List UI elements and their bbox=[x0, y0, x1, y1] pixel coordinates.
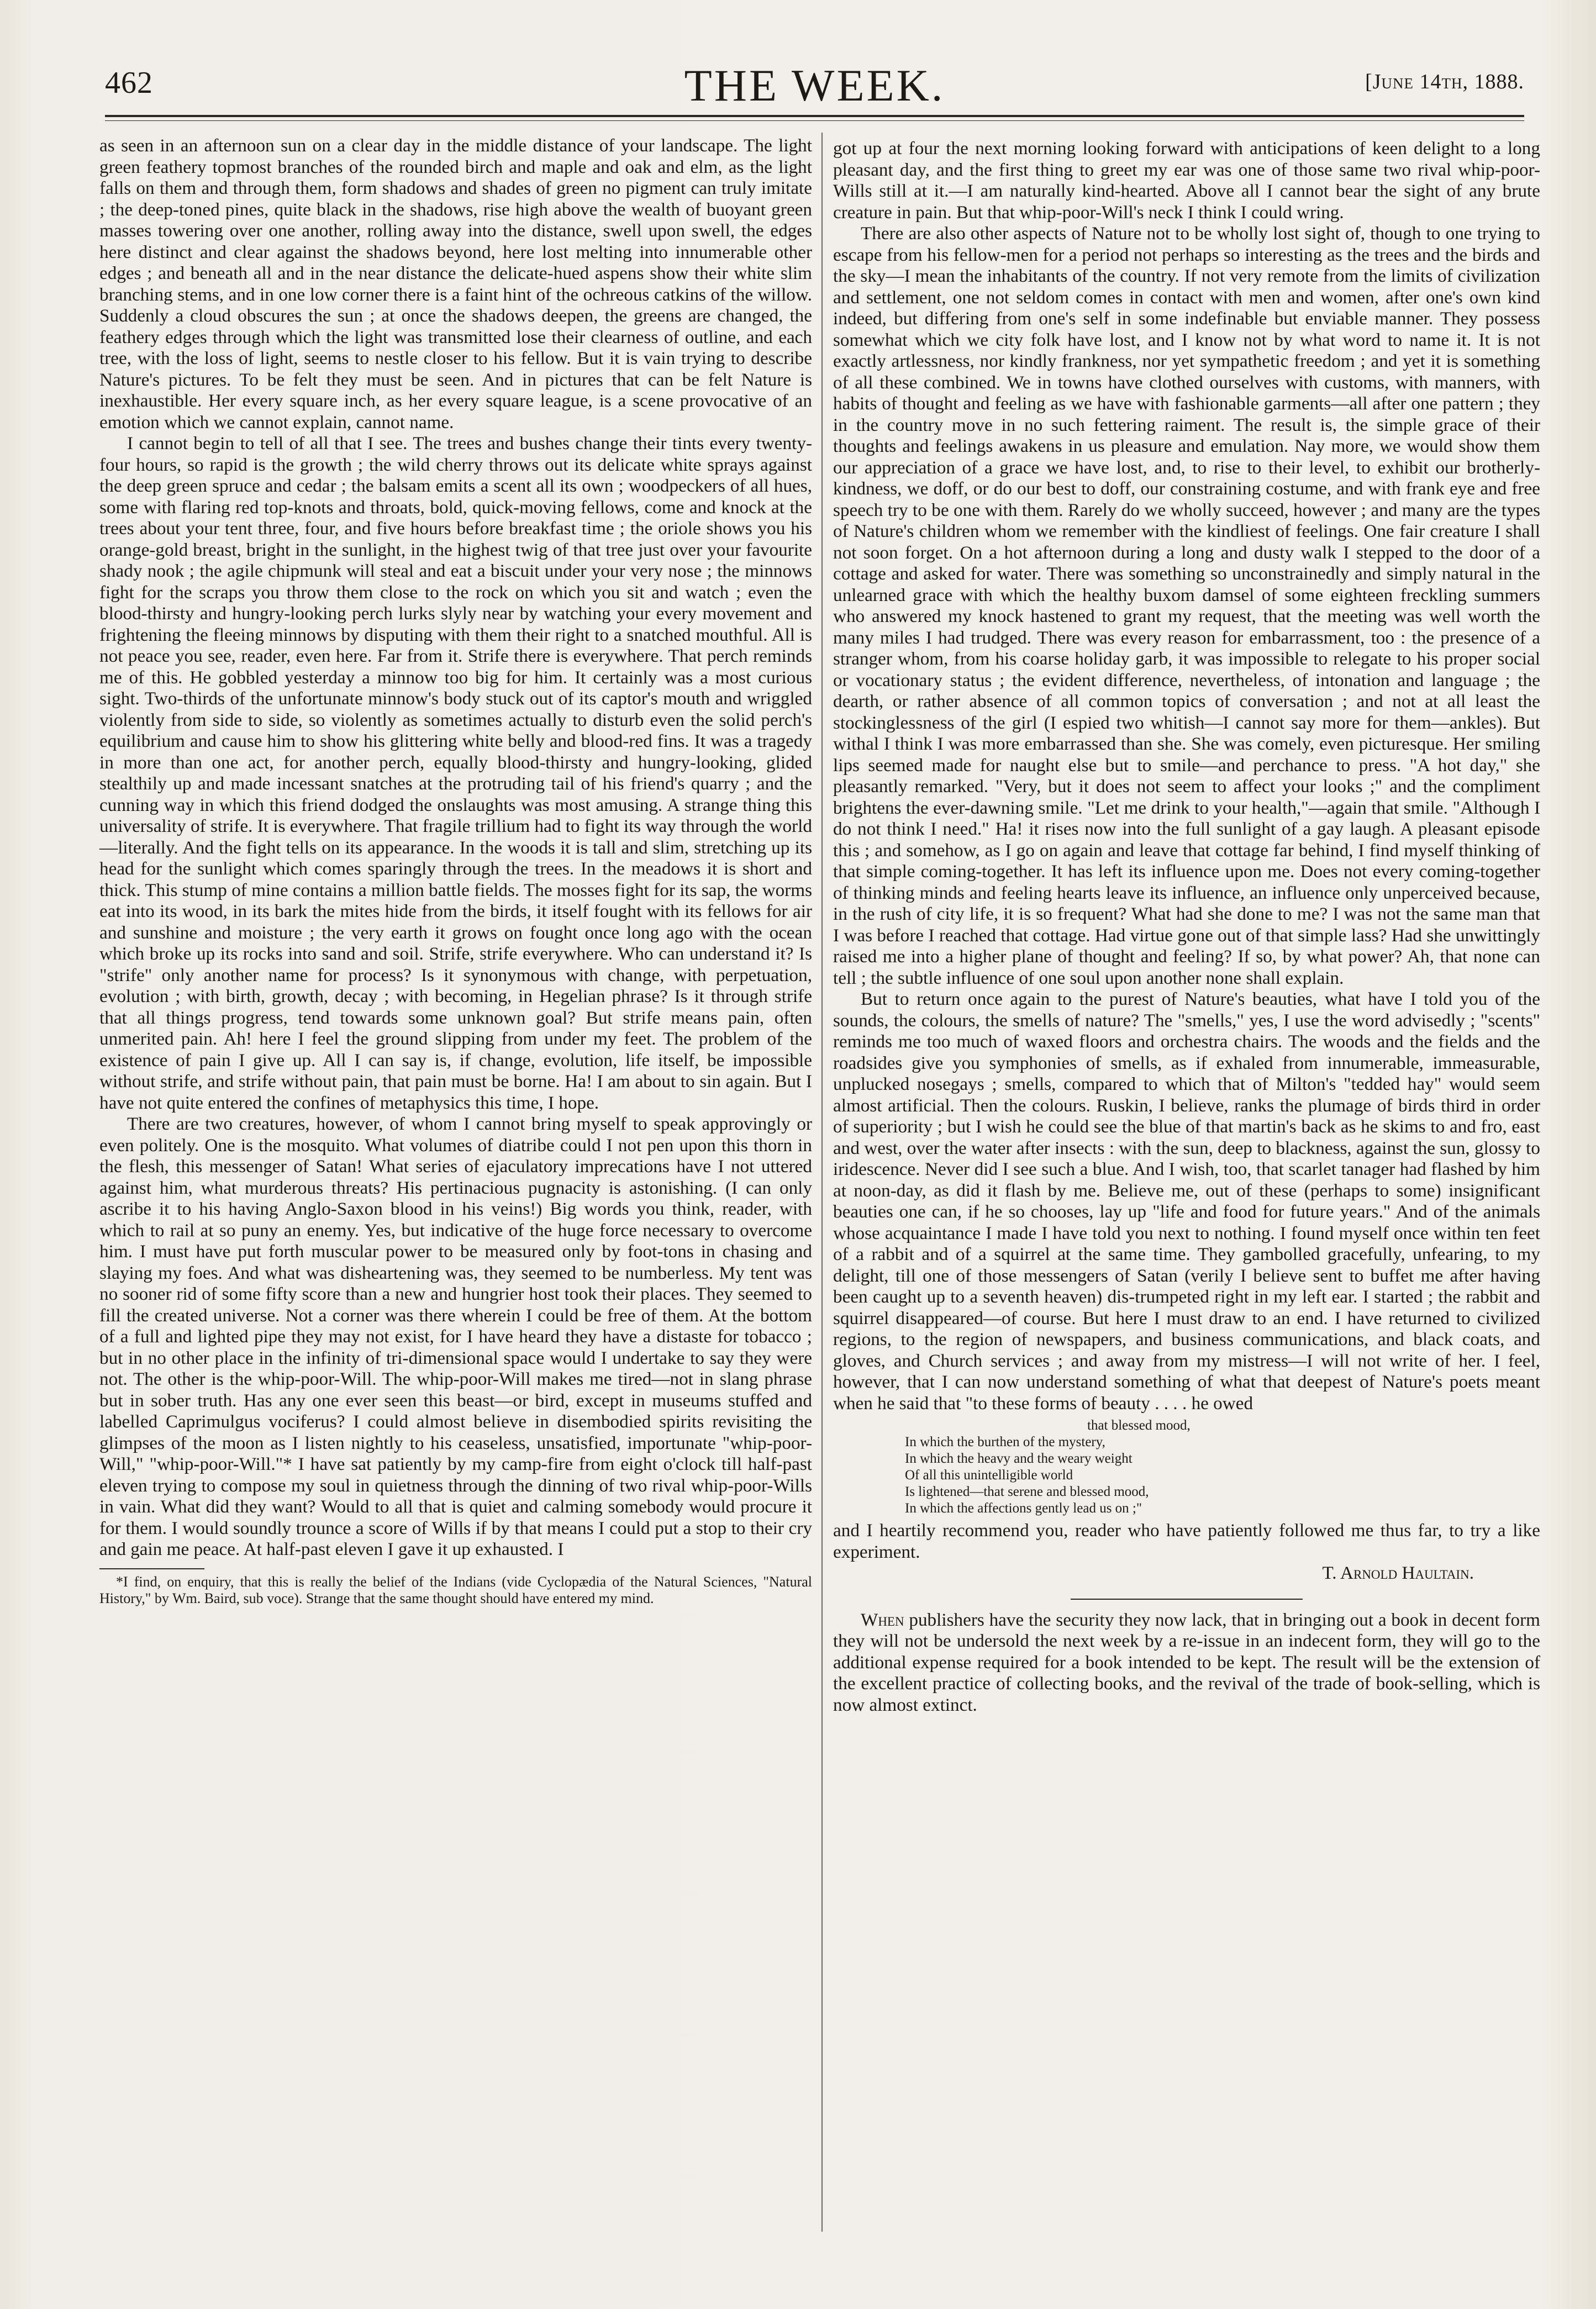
article-paragraph: There are two creatures, however, of whom I cannot bring myself to speak approvingly or even politely. One is the mosquito. What volumes of diatribe could I not pen upon this thorn in the flesh, this messenger of Satan! What series of ejaculatory imprecations have I not uttered against him, what murderous threats? His pertinacious pugnacity is astonishing. (I can only ascribe it to his having Anglo-Saxon blood in his veins!) Big words you think, reader, with which to rail at so puny an enemy. Yes, but indicative of the huge force necessary to overcome him. I must have put forth muscular power to be measured only by foot-tons in chasing and slaying my foes. And what was disheartening was, they seemed to be numberless. My tent was no sooner rid of some fifty score than a new and hungrier host took their places. They seemed to fill the created universe. Not a corner was there wherein I could be free of them. At the bottom of a full and lighted pipe they may not exist, for I have heard they have a distaste for tobacco ; but in no other place in the infinity of tri-dimensional space would I undertake to say they were not. The other is the whip-poor-Will. The whip-poor-Will makes me tired—not in slang phrase but in sober truth. Has any one ever seen this beast—or bird, except in museums stuffed and labelled Caprimulgus vociferus? I could almost believe in disembodied spirits revisiting the glimpses of the moon as I listen nightly to his ceaseless, unsatisfied, importunate "whip-poor-Will," "whip-poor-Will."* I have sat patiently by my camp-fire from eight o'clock till half-past eleven trying to compose my soul in quietness through the dinning of two rival whip-poor-Wills in vain. What did they want? Would to all that is quiet and calming somebody would procure it for them. I would soundly trounce a score of Wills if by that means I could put a stop to their cry and gain me peace. At half-past eleven I gave it up exhausted. I bbox=[99, 1114, 812, 1559]
article-paragraph: I cannot begin to tell of all that I see. The trees and bushes change their tints every twenty-four hours, so rapid is the growth ; the wild cherry throws out its delicate white sprays against the deep green spruce and cedar ; the balsam emits a scent all its own ; woodpeckers of all hues, some with flaring red top-knots and throats, bold, quick-moving fellows, come and knock at the trees about your tent three, four, and five hours before breakfast time ; the oriole shows you his orange-gold breast, bright in the sunlight, in the highest twig of that tree just over your favourite shady nook ; the agile chipmunk will steal and eat a biscuit under your very nose ; the minnows fight for the scraps you throw them close to the rock on which you sit and watch ; even the blood-thirsty and hungry-looking perch lurks slyly near by watching your every movement and frightening the fleeing minnows by disputing with them their right to a snatched mouthful. All is not peace you see, reader, even here. Far from it. Strife there is everywhere. That perch reminds me of this. He gobbled yesterday a minnow too big for him. It certainly was a most curious sight. Two-thirds of the unfortunate minnow's body stuck out of its captor's mouth and wriggled violently from side to side, so violently as sometimes actually to disturb even the solid perch's equilibrium and cause him to show his glittering white belly and blood-red fins. It was a tragedy in more than one act, for another perch, equally blood-thirsty and hungry-looking, glided stealthily up and made incessant snatches at the protruding tail of his friend's quarry ; and the cunning way in which this friend dodged the onslaughts was most amusing. A strange thing this universality of strife. It is everywhere. That fragile trillium had to fight its way through the world—literally. And the fight tells on its appearance. In the woods it is tall and slim, stretching up its head for the sunlight which comes sparingly through the trees. In the meadows it is short and thick. This stump of mine contains a million battle fields. The mosses fight for its sap, the worms eat into its wood, in its bark the mites hide from the birds, it itself fought with its fellows for air and sunshine and moisture ; the very earth it grows on fought once long ago with the ocean which broke up its rocks into sand and soil. Strife, strife everywhere. Who can understand it? Is "strife" only another name for process? Is it synonymous with change, with perpetuation, evolution ; with birth, growth, decay ; with becoming, in Hegelian phrase? Is it through strife that all things progress, tend towards some unknown goal? But strife means pain, often unmerited pain. Ah! here I feel the ground slipping from under my feet. The problem of the existence of pain I give up. All I can say is, if change, evolution, life itself, be impossible without strife, and strife without pain, that pain must be borne. Ha! I am about to sin again. But I have not quite entered the confines of metaphysics this time, I hope. bbox=[99, 433, 812, 1113]
header-rule bbox=[105, 115, 1524, 117]
article-paragraph: There are also other aspects of Nature not to be wholly lost sight of, though to one trying to escape from his fellow-men for a period not perhaps so interesting as the trees and the birds and the sky—I mean the inhabitants of the country. If not very remote from the limits of civilization and settlement, one not seldom comes in contact with men and women, after one's own kind indeed, but differing from one's self in some indefinable but enviable manner. They possess somewhat which we city folk have lost, and I know not by what word to name it. It is not exactly artlessness, nor kindly frankness, nor yet sympathetic freedom ; and yet it is something of all these combined. We in towns have clothed ourselves with customs, with manners, with habits of thought and feeling as we have with fashionable garments—all after one pattern ; they in the country move in no such fettering raiment. The result is, the simple grace of their thoughts and feelings awakens in us pleasure and emulation. Nay more, we would show them our appreciation of a grace we have lost, and, to rise to their level, to exhibit our brotherly-kindness, we doff, or do our best to doff, our constraining costume, and with frank eye and free speech try to be one with them. Rarely do we wholly succeed, however ; and many are the types of Nature's children whom we remember with the kindliest of feelings. One fair creature I shall not soon forget. On a hot afternoon during a long and dusty walk I stepped to the door of a cottage and asked for water. There was something so unconstrainedly and simply natural in the unlearned grace with which the healthy buxom damsel of some eighteen freckling summers who answered my knock hastened to grant my request, that the meeting was well worth the many miles I had trudged. There was every reason for embarrassment, too : the presence of a stranger whom, from his coarse holiday garb, it was impossible to relegate to his proper social or vocationary status ; the evident difference, nevertheless, of intonation and language ; the dearth, or rather absence of all common topics of conversation ; and not at all least the stockinglessness of the girl (I espied two whitish—I cannot say more for them—ankles). But withal I think I was more embarrassed than she. She was comely, even picturesque. Her smiling lips seemed made for naught else but to smile—and perchance to press. "A hot day," she pleasantly remarked. "Very, but it does not seem to affect your looks ;" and the compliment brightens the ever-dawning smile. "Let me drink to your health,"—again that smile. "Although I do not think I need." Ha! it rises now into the full sunlight of a gay laugh. A pleasant episode this ; and somehow, as I go on again and leave that cottage far behind, I find myself thinking of that simple coming-together. It has left its influence upon me. Does not every coming-together of thinking minds and feeling hearts leave its influence, an influence only unperceived because, in the rush of city life, it is so frequent? What had she done to me? I was not the same man that I was before I reached that cottage. Had virtue gone out of that simple lass? Had she unwittingly raised me into a higher plane of thought and feeling? If so, by what power? Ah, that none can tell ; the subtle influence of one soul upon another none shall explain. bbox=[833, 223, 1540, 988]
poem-quotation bbox=[905, 1417, 1540, 1517]
closing-paragraph: and I heartily recommend you, reader who have patiently followed me thus far, to try a like experiment. bbox=[833, 1520, 1540, 1562]
editorial-note bbox=[833, 1610, 1540, 1716]
poem-line: that blessed mood, bbox=[1087, 1418, 1191, 1433]
section-rule bbox=[1071, 1599, 1303, 1600]
poem-line: Is lightened—that serene and blessed mood, bbox=[905, 1484, 1149, 1499]
column-divider bbox=[821, 133, 823, 2232]
issue-date: [June 14th, 1888. bbox=[1365, 70, 1524, 93]
header-rule-thin bbox=[105, 120, 1524, 121]
note-text: publishers have the security they now lack, that in bringing out a book in decent form they will not be undersold the next week by a re-issue in an indecent form, they will go to the additional expense required for a book intended to be kept. The result will be the extension of the excellent practice of collecting books, and the revival of the trade of book-selling, which is now almost extinct. bbox=[833, 1609, 1540, 1715]
article-paragraph: But to return once again to the purest of Nature's beauties, what have I told you of the sounds, the colours, the smells of nature? The "smells," yes, I use the word advisedly ; "scents" reminds me too much of waxed floors and orchestra chairs. The woods and the fields and the roadsides give you symphonies of smells, as if exhaled from innumerable, immeasurable, unplucked nosegays ; smells, compared to which that of Milton's "tedded hay" would seem almost artificial. Then the colours. Ruskin, I believe, ranks the plumage of birds third in order of superiority ; but I wish he could see the blue of that martin's back as he skims to and fro, east and west, over the water after insects : with the sun, deep to blackness, against the sun, glossy to iridescence. Never did I see such a blue. And I wish, too, that scarlet tanager had flashed by him at noon-day, as did it flash by me. Believe me, out of these (perhaps to some) insignificant beauties one can, if he so chooses, lay up "life and food for future years." And of the animals whose acquaintance I made I have told you next to nothing. I found myself once within ten feet of a rabbit and of a squirrel at the same time. They gambolled gracefully, unfearing, to my delight, till one of those messengers of Satan (verily I believe sent to buffet me after having been caught up to a seventh heaven) dis-trumpeted right in my left ear. I started ; the rabbit and squirrel disappeared—of course. But here I must draw to an end. I have returned to civilized regions, to the region of newspapers, and business communications, and black coats, and gloves, and Church services ; and away from my mistress—I will not write of her. I feel, however, that I can now understand something of what that deepest of Nature's poets meant when he said that "to these forms of beauty . . . . he owed bbox=[833, 989, 1540, 1414]
journal-title: THE WEEK. bbox=[684, 60, 945, 110]
poem-line: In which the heavy and the weary weight bbox=[905, 1451, 1133, 1466]
poem-line: In which the affections gently lead us on ;" bbox=[905, 1501, 1142, 1516]
poem-line: In which the burthen of the mystery, bbox=[905, 1435, 1105, 1449]
article-paragraph: as seen in an afternoon sun on a clear day in the middle distance of your landscape. The light green feathery topmost branches of the rounded birch and maple and oak and elm, as the light falls on them and through them, form shadows and shades of green no pigment can truly imitate ; the deep-toned pines, quite black in the shadows, rise high above the wealth of buoyant green masses towering over one another, rolling away into the distance, swell upon swell, the edges here distinct and clear against the shadows beyond, here lost melting into innumerable other edges ; and beneath all and in the near distance the delicate-hued aspens show their white slim branching stems, and in one low corner there is a faint hint of the ochreous catkins of the willow. Suddenly a cloud obscures the sun ; at once the shadows deepen, the greens are changed, the feathery edges through which the light was transmitted lose their clearness of outline, and each tree, with the loss of light, seems to nestle closer to his fellow. But it is vain trying to describe Nature's pictures. To be felt they must be seen. And in pictures that can be felt Nature is inexhaustible. Her every square inch, as her every square league, is a scene provocative of an emotion which we cannot explain, cannot name. bbox=[99, 135, 812, 433]
note-lead-word: When bbox=[861, 1609, 904, 1630]
footnote-rule bbox=[99, 1568, 204, 1569]
author-signature: T. Arnold Haultain. bbox=[1322, 1563, 1474, 1583]
footnote bbox=[99, 1574, 812, 1607]
right-column bbox=[833, 138, 1540, 1716]
article-paragraph: got up at four the next morning looking forward with anticipations of keen delight to a long pleasant day, and the first thing to greet my ear was one of those same two rival whip-poor-Wills still at it.—I am naturally kind-hearted. Above all I cannot bear the sight of any brute creature in pain. But that whip-poor-Will's neck I think I could wring. bbox=[833, 138, 1540, 223]
page-number: 462 bbox=[105, 66, 153, 100]
footnote-text: *I find, on enquiry, that this is really the belief of the Indians (vide Cyclopædia of the Natural Sciences, "Natural History," by Wm. Baird, sub voce). Strange that the same thought should have entered my mind. bbox=[99, 1573, 812, 1606]
poem-line: Of all this unintelligible world bbox=[905, 1468, 1073, 1483]
page-header bbox=[105, 60, 1524, 109]
left-column bbox=[99, 135, 812, 1607]
